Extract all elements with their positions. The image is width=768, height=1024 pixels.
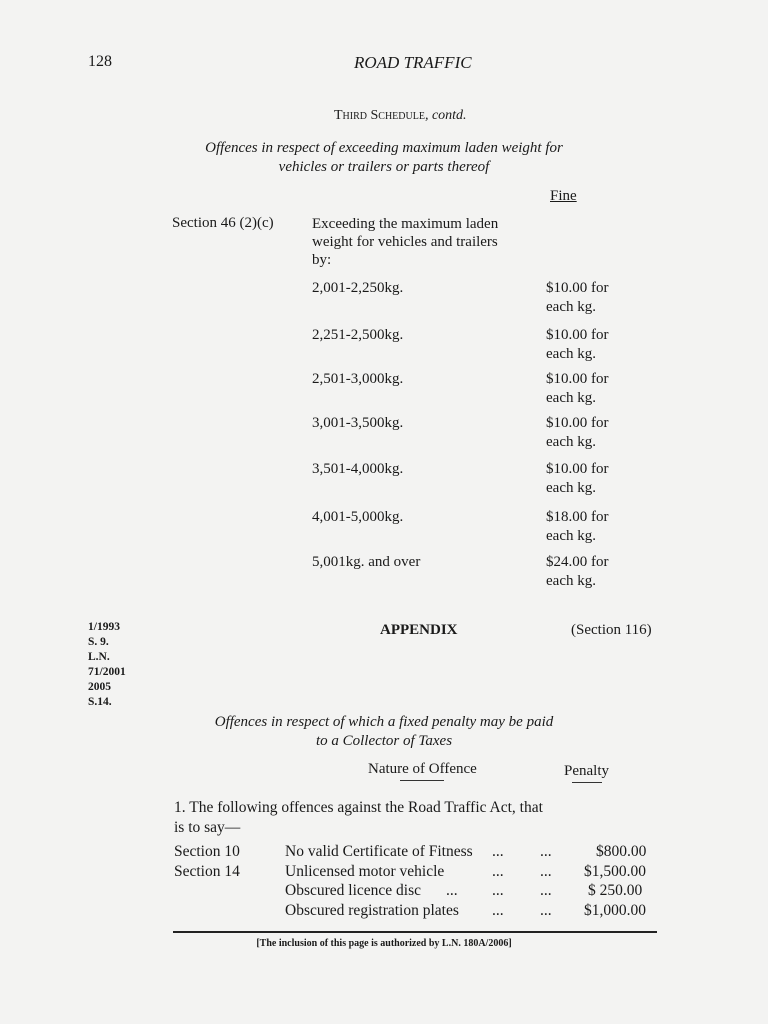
appendix-heading-line1: Offences in respect of which a fixed penalty may be paid: [214, 714, 554, 730]
offence-penalty: $800.00: [596, 843, 647, 860]
margin-note-line: S. 9.: [88, 636, 109, 648]
penalty-header: [564, 763, 609, 783]
fine-line: each kg.: [546, 346, 596, 362]
intro-line: 1. The following offences against the Road Traffic Act, that: [174, 799, 543, 816]
appendix-heading-line2: to a Collector of Taxes: [315, 733, 453, 749]
fine-line: each kg.: [546, 480, 596, 496]
leader-dots: ...: [540, 843, 552, 860]
fine-amount: [546, 508, 609, 546]
offence-penalty: $1,000.00: [584, 902, 646, 919]
fine-line: each kg.: [546, 528, 596, 544]
appendix-title: APPENDIX: [380, 622, 458, 638]
leader-dots: ...: [492, 863, 504, 880]
schedule-section-ref: Section 46 (2)(c): [172, 215, 274, 231]
header-underline: [572, 782, 602, 783]
leader-dots: ...: [492, 902, 504, 919]
schedule-title: [334, 108, 467, 124]
fine-line: each kg.: [546, 434, 596, 450]
weight-range: 4,001-5,000kg.: [312, 509, 404, 525]
margin-note-line: L.N.: [88, 651, 110, 663]
authorization-footer: [The inclusion of this page is authorized by L.N. 180A/2006]: [256, 938, 512, 949]
fine-line: $10.00 for: [546, 280, 609, 296]
fine-line: $10.00 for: [546, 371, 609, 387]
footer-rule: [173, 931, 657, 933]
offence-section: Section 14: [174, 863, 240, 880]
fine-amount: [546, 553, 609, 591]
running-title: ROAD TRAFFIC: [354, 53, 472, 72]
offence-description: Obscured registration plates: [285, 902, 459, 919]
fine-amount: [546, 370, 609, 408]
table-row: [0, 863, 768, 883]
margin-note-line: 2005: [88, 681, 111, 693]
appendix-section-ref: (Section 116): [571, 622, 652, 638]
offence-description: Unlicensed motor vehicle: [285, 863, 445, 880]
offence-penalty: $1,500.00: [584, 863, 646, 880]
weight-range: 2,251-2,500kg.: [312, 327, 404, 343]
leader-dots: ...: [492, 843, 504, 860]
fine-line: each kg.: [546, 573, 596, 589]
weight-range: 5,001kg. and over: [312, 554, 421, 570]
margin-note-line: 1/1993: [88, 621, 120, 633]
intro-line: is to say—: [174, 819, 241, 836]
margin-note: [88, 620, 126, 710]
margin-note-line: 71/2001: [88, 666, 126, 678]
offence-description: No valid Certificate of Fitness: [285, 843, 473, 860]
table-row: [0, 882, 768, 902]
fine-line: $10.00 for: [546, 415, 609, 431]
weight-range: 2,001-2,250kg.: [312, 280, 404, 296]
fine-line: $10.00 for: [546, 327, 609, 343]
fine-column-header: Fine: [550, 188, 577, 204]
description-line: Exceeding the maximum laden: [312, 216, 499, 232]
fine-amount: [546, 460, 609, 498]
nature-of-offence-header: [368, 761, 477, 781]
weight-range: 3,001-3,500kg.: [312, 415, 404, 431]
offence-description: Obscured licence disc: [285, 882, 421, 899]
leader-dots: ...: [540, 882, 552, 899]
leader-dots: ...: [492, 882, 504, 899]
penalty-header-label: Penalty: [564, 763, 609, 779]
fine-amount: [546, 279, 609, 317]
schedule-title-contd: , contd.: [424, 108, 467, 123]
page-number: 128: [88, 53, 112, 70]
weight-range: 2,501-3,000kg.: [312, 371, 404, 387]
leader-dots: ...: [540, 902, 552, 919]
schedule-heading-line2: vehicles or trailers or parts thereof: [278, 159, 490, 175]
leader-dots: ...: [446, 882, 458, 899]
fine-line: $24.00 for: [546, 554, 609, 570]
header-underline: [400, 780, 444, 781]
fine-line: each kg.: [546, 390, 596, 406]
fine-line: each kg.: [546, 299, 596, 315]
schedule-title-main: Third Schedule: [334, 108, 425, 123]
fine-amount: [546, 326, 609, 364]
fine-line: $18.00 for: [546, 509, 609, 525]
description-line: by:: [312, 252, 332, 268]
schedule-heading-line1: Offences in respect of exceeding maximum laden weight for: [205, 140, 563, 156]
margin-note-line: S.14.: [88, 696, 112, 708]
nature-header-label: Nature of Offence: [368, 761, 477, 777]
offence-penalty: $ 250.00: [588, 882, 643, 899]
offence-section: Section 10: [174, 843, 240, 860]
weight-range: 3,501-4,000kg.: [312, 461, 404, 477]
fine-amount: [546, 414, 609, 452]
leader-dots: ...: [540, 863, 552, 880]
offences-intro: [174, 798, 543, 838]
schedule-description: [312, 215, 498, 269]
description-line: weight for vehicles and trailers: [312, 234, 498, 250]
table-row: [0, 902, 768, 922]
table-row: [0, 843, 768, 863]
fine-line: $10.00 for: [546, 461, 609, 477]
